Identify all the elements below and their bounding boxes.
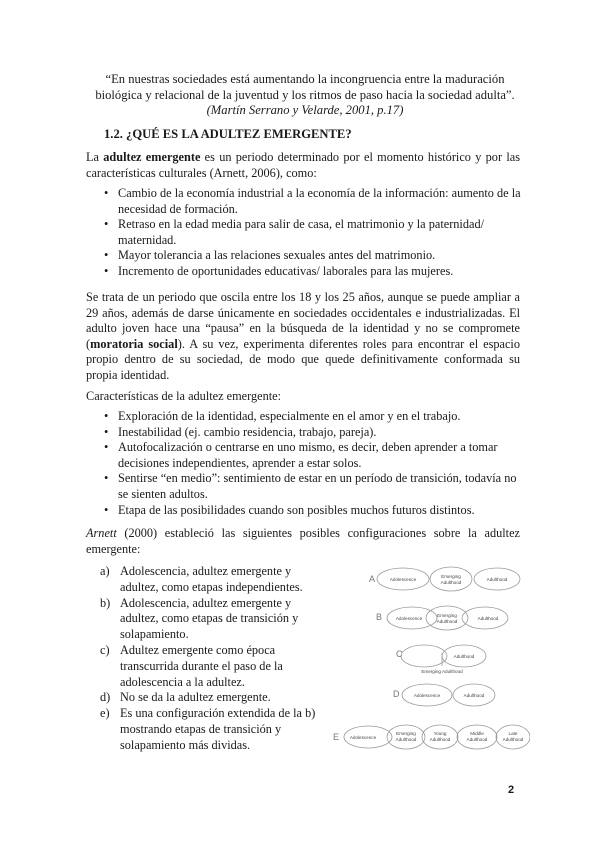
list-item bbox=[86, 425, 526, 441]
list-item bbox=[86, 217, 526, 248]
quote-line-1: “En nuestras sociedades está aumentando la incongruencia entre la maduración bbox=[105, 72, 505, 86]
row-label-a: A bbox=[369, 574, 376, 584]
label-late-2: Adulthood bbox=[502, 737, 524, 742]
list-item bbox=[100, 643, 325, 690]
emerging-ellipse bbox=[430, 567, 472, 591]
page-number: 2 bbox=[508, 784, 515, 796]
arnett-intro bbox=[86, 526, 520, 557]
period-after: ). A su vez, experimenta diferentes roles para encontrar el espacio propio dentro de su sociedad, de modo que quede definitivamente conformada su propia identidad. bbox=[86, 336, 520, 382]
row-label-c: C bbox=[396, 649, 403, 659]
config-label: e) bbox=[100, 706, 110, 721]
label-adulthood: Adulthood bbox=[453, 654, 475, 659]
causes-list bbox=[86, 186, 526, 280]
bullet-icon: • bbox=[104, 217, 109, 232]
label-emerging-2: Adulthood bbox=[436, 619, 458, 624]
list-item bbox=[100, 706, 325, 753]
label-middle-2: Adulthood bbox=[466, 737, 488, 742]
bullet-icon: • bbox=[104, 409, 109, 423]
characteristic-text: Etapa de las posibilidades cuando son posibles muchos futuros distintos. bbox=[118, 502, 475, 517]
list-item bbox=[86, 248, 526, 264]
characteristics-intro: Características de la adultez emergente: bbox=[86, 389, 282, 403]
intro-paragraph bbox=[86, 150, 520, 181]
label-adulthood: Adulthood bbox=[477, 616, 499, 621]
label-middle: Middle bbox=[470, 731, 484, 736]
epigraph-quote bbox=[70, 72, 540, 119]
config-text: No se da la adultez emergente. bbox=[120, 690, 271, 705]
list-item bbox=[100, 564, 325, 596]
label-emerging: Emerging bbox=[441, 574, 461, 579]
row-label-d: D bbox=[393, 689, 400, 699]
characteristic-text: Inestabilidad (ej. cambio residencia, trabajo, pareja). bbox=[118, 424, 377, 439]
cause-text: Mayor tolerancia a las relaciones sexuales antes del matrimonio. bbox=[118, 248, 436, 263]
row-label-b: B bbox=[376, 612, 383, 622]
list-item bbox=[86, 409, 526, 425]
label-adolescence: Adolescence bbox=[389, 577, 417, 582]
label-adulthood: Adulthood bbox=[463, 693, 485, 698]
list-item bbox=[86, 440, 526, 471]
list-item bbox=[86, 264, 526, 280]
period-paragraph bbox=[86, 290, 520, 384]
label-adolescence: Adolescence bbox=[349, 735, 377, 740]
config-label: b) bbox=[100, 595, 111, 610]
characteristic-text: Exploración de la identidad, especialmente en el amor y en el trabajo. bbox=[118, 409, 461, 423]
intro-bold-term: adultez emergente bbox=[103, 150, 201, 164]
bullet-icon: • bbox=[104, 471, 109, 486]
label-adolescence: Adolescence bbox=[413, 693, 441, 698]
arnett-author: Arnett bbox=[86, 526, 117, 540]
list-item bbox=[86, 471, 526, 502]
label-emerging: Emerging bbox=[396, 731, 416, 736]
list-item bbox=[100, 690, 325, 706]
bullet-icon: • bbox=[104, 424, 109, 439]
configurations-list bbox=[100, 564, 325, 754]
label-emerging-2: Adulthood bbox=[440, 580, 462, 585]
bullet-icon: • bbox=[104, 263, 109, 278]
bullet-icon: • bbox=[104, 440, 109, 455]
intro-after: es un periodo determinado por el momento histórico y por las características culturales (Arnett, 2006), como: bbox=[86, 150, 520, 180]
config-label: c) bbox=[100, 642, 110, 657]
quote-citation: (Martín Serrano y Velarde, 2001, p.17) bbox=[206, 103, 404, 117]
label-adulthood: Adulthood bbox=[486, 577, 508, 582]
list-item bbox=[86, 503, 526, 519]
config-text: Adolescencia, adultez emergente y adultez, como etapas independientes. bbox=[120, 564, 303, 594]
config-text: Adultez emergente como época transcurrida durante el paso de la adolescencia a la adultez. bbox=[120, 642, 283, 689]
characteristic-text: Sentirse “en medio”: sentimiento de estar en un período de transición, todavía no se sienten adultos. bbox=[118, 471, 517, 501]
period-before: Se trata de un periodo que oscila entre los 18 y los 25 años, aunque se puede ampliar a 29 años, además de darse únicamente en sociedades occidentales e industrializadas. El adulto joven hace una “pausa” en la búsqueda de la identidad y no se compromete ( bbox=[86, 290, 520, 351]
label-emerging-adulthood: Emerging Adulthood bbox=[421, 669, 463, 674]
cause-text: Retraso en la edad media para salir de casa, el matrimonio y la paternidad/ maternidad. bbox=[118, 217, 485, 247]
label-young-2: Adulthood bbox=[429, 737, 451, 742]
characteristic-text: Autofocalización o centrarse en uno mismo, es decir, deben aprender a tomar decisiones independientes, aprender a estar solos. bbox=[118, 440, 498, 470]
diagram-svg bbox=[330, 560, 530, 750]
label-young: Young bbox=[433, 731, 447, 736]
cause-text: Cambio de la economía industrial a la economía de la información: aumento de la necesidad de formación. bbox=[118, 186, 521, 216]
adolescence-ellipse bbox=[401, 645, 447, 667]
row-label-e: E bbox=[333, 732, 340, 742]
intro-before: La bbox=[86, 150, 104, 164]
config-text: Es una configuración extendida de la b) mostrando etapas de transición y solapamiento más dividas. bbox=[120, 706, 316, 752]
section-heading: 1.2. ¿QUÉ ES LA ADULTEZ EMERGENTE? bbox=[104, 127, 352, 141]
arnett-rest: (2000) estableció las siguientes posibles configuraciones sobre la adultez emergente: bbox=[86, 526, 520, 556]
cause-text: Incremento de oportunidades educativas/ laborales para las mujeres. bbox=[118, 263, 454, 278]
list-item bbox=[100, 596, 325, 643]
period-bold: moratoria social bbox=[90, 336, 178, 351]
configurations-diagram bbox=[330, 560, 530, 750]
list-item bbox=[86, 186, 526, 217]
label-adolescence: Adolescence bbox=[395, 616, 423, 621]
bullet-icon: • bbox=[104, 186, 109, 200]
config-label: d) bbox=[100, 690, 111, 705]
config-label: a) bbox=[100, 564, 110, 578]
characteristics-list bbox=[86, 409, 526, 518]
label-late: Late bbox=[508, 731, 518, 736]
label-emerging: Emerging bbox=[437, 613, 457, 618]
label-emerging-2: Adulthood bbox=[395, 737, 417, 742]
bullet-icon: • bbox=[104, 502, 109, 517]
bullet-icon: • bbox=[104, 248, 109, 263]
quote-line-2: biológica y relacional de la juventud y los ritmos de paso hacia la sociedad adulta”. bbox=[95, 87, 515, 102]
config-text: Adolescencia, adultez emergente y adultez, como etapas de transición y solapamiento. bbox=[120, 595, 299, 642]
